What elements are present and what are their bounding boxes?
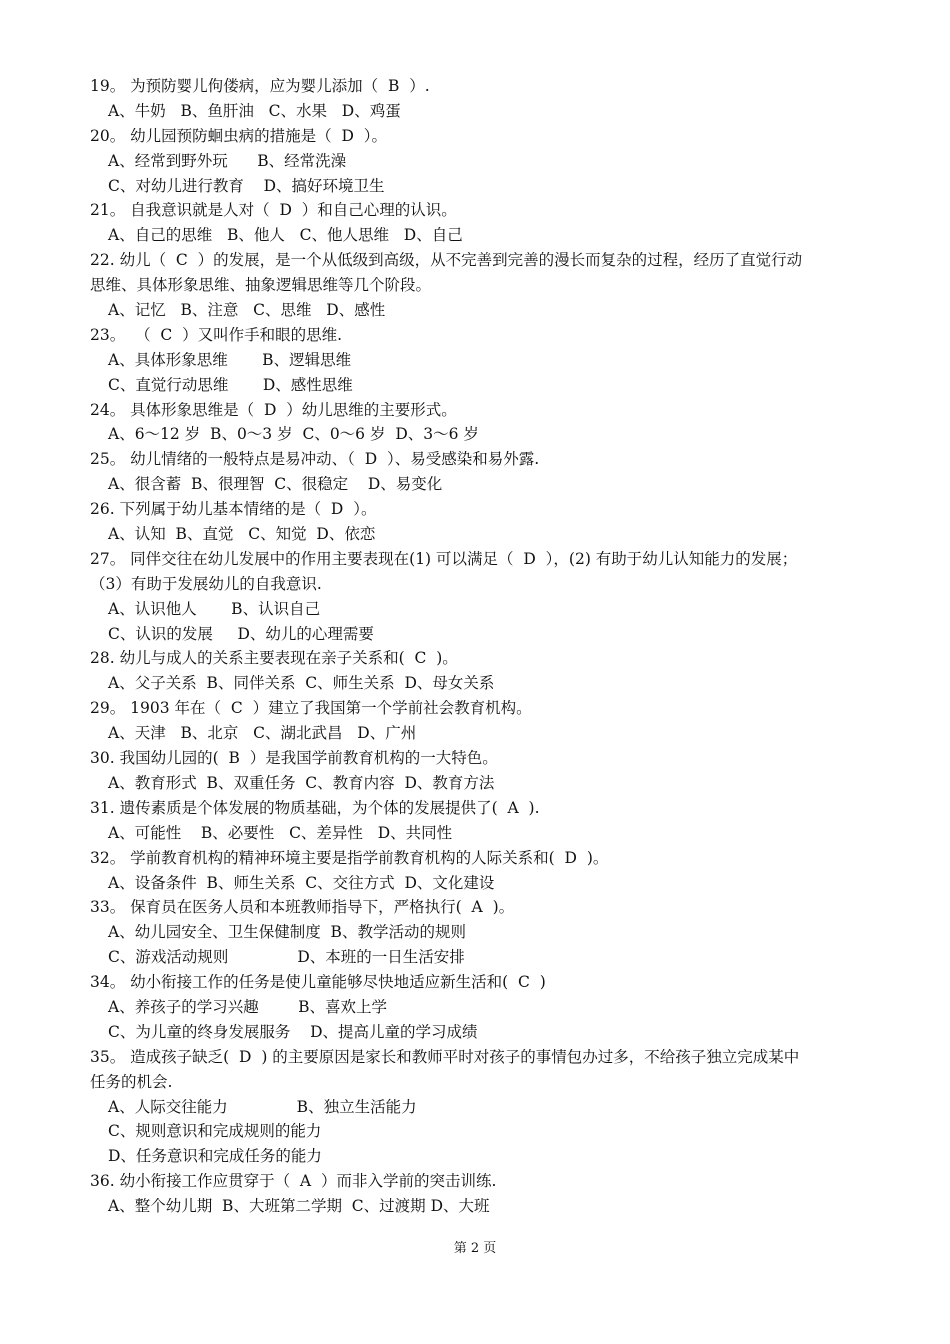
- answer-options-line: A、人际交往能力 B、独立生活能力: [108, 1097, 417, 1116]
- question-line: （3）有助于发展幼儿的自我意识.: [90, 574, 322, 593]
- answer-options-line: C、对幼儿进行教育 D、搞好环境卫生: [108, 176, 385, 195]
- answer-options-line: A、认识他人 B、认识自己: [108, 599, 321, 618]
- answer-options-line: C、认识的发展 D、幼儿的心理需要: [108, 624, 374, 643]
- question-line: 20。 幼儿园预防蛔虫病的措施是（ D ）。: [90, 126, 388, 145]
- question-line: 31. 遗传素质是个体发展的物质基础，为个体的发展提供了( A ).: [90, 798, 540, 817]
- answer-options-line: A、父子关系 B、同伴关系 C、师生关系 D、母女关系: [108, 674, 495, 693]
- question-line: 21。 自我意识就是人对（ D ）和自己心理的认识。: [90, 201, 457, 220]
- answer-options-line: A、很含蓄 B、很理智 C、很稳定 D、易变化: [108, 475, 443, 494]
- answer-options-line: C、为儿童的终身发展服务 D、提高儿童的学习成绩: [108, 1022, 478, 1041]
- page-number: 第 2 页: [453, 1241, 497, 1256]
- question-line: 36. 幼小衔接工作应贯穿于（ A ）而非入学前的突击训练.: [90, 1172, 497, 1191]
- answer-options-line: A、6～12 岁 B、0～3 岁 C、0～6 岁 D、3～6 岁: [108, 425, 479, 444]
- answer-options-line: A、认知 B、直觉 C、知觉 D、依恋: [108, 525, 376, 544]
- answer-options-line: D、任务意识和完成任务的能力: [108, 1147, 322, 1166]
- question-line: 33。 保育员在医务人员和本班教师指导下，严格执行( A )。: [90, 898, 515, 917]
- question-line: 25。 幼儿情绪的一般特点是易冲动、（ D ）、易受感染和易外露.: [90, 450, 540, 469]
- answer-options-line: A、自己的思维 B、他人 C、他人思维 D、自己: [108, 226, 463, 245]
- answer-options-line: A、设备条件 B、师生关系 C、交往方式 D、文化建设: [108, 873, 495, 892]
- answer-options-line: A、教育形式 B、双重任务 C、教育内容 D、教育方法: [108, 773, 495, 792]
- question-line: 23。 （ C ）又叫作手和眼的思维.: [90, 325, 343, 344]
- question-line: 任务的机会.: [90, 1072, 173, 1091]
- answer-options-line: A、天津 B、北京 C、湖北武昌 D、广州: [108, 724, 417, 743]
- question-line: 32。 学前教育机构的精神环境主要是指学前教育机构的人际关系和( D )。: [90, 848, 609, 867]
- question-line: 28. 幼儿与成人的关系主要表现在亲子关系和( C )。: [90, 649, 458, 668]
- question-line: 思维、具体形象思维、抽象逻辑思维等几个阶段。: [90, 276, 432, 295]
- question-line: 24。 具体形象思维是（ D ）幼儿思维的主要形式。: [90, 400, 457, 419]
- question-line: 22. 幼儿（ C ）的发展，是一个从低级到高级，从不完善到完善的漫长而复杂的过程，经历了直觉行动: [90, 251, 803, 270]
- question-line: 30. 我国幼儿园的( B ）是我国学前教育机构的一大特色。: [90, 749, 498, 768]
- document-body: [90, 74, 870, 1219]
- answer-options-line: A、整个幼儿期 B、大班第二学期 C、过渡期 D、大班: [108, 1197, 490, 1216]
- answer-options-line: A、经常到野外玩 B、经常洗澡: [108, 151, 347, 170]
- question-line: 19。 为预防婴儿佝偻病，应为婴儿添加（ B ）.: [90, 77, 430, 95]
- answer-options-line: A、牛奶 B、鱼肝油 C、水果 D、鸡蛋: [108, 101, 401, 120]
- question-line: 34。 幼小衔接工作的任务是使儿童能够尽快地适应新生活和( C ): [90, 973, 546, 992]
- question-line: 35。 造成孩子缺乏( D ) 的主要原因是家长和教师平时对孩子的事情包办过多，不给孩子独立完成某中: [90, 1047, 800, 1066]
- answer-options-line: C、规则意识和完成规则的能力: [108, 1122, 322, 1141]
- question-line: 27。 同伴交往在幼儿发展中的作用主要表现在(1) 可以满足（ D ），(2) 有助于幼儿认知能力的发展；: [90, 549, 798, 568]
- answer-options-line: C、游戏活动规则 D、本班的一日生活安排: [108, 948, 465, 967]
- answer-options-line: A、记忆 B、注意 C、思维 D、感性: [108, 301, 386, 320]
- answer-options-line: A、养孩子的学习兴趣 B、喜欢上学: [108, 997, 388, 1016]
- answer-options-line: C、直觉行动思维 D、感性思维: [108, 375, 353, 394]
- question-line: 29。 1903 年在（ C ）建立了我国第一个学前社会教育机构。: [90, 699, 532, 718]
- answer-options-line: A、可能性 B、必要性 C、差异性 D、共同性: [108, 823, 453, 842]
- answer-options-line: A、具体形象思维 B、逻辑思维: [108, 350, 352, 369]
- answer-options-line: A、幼儿园安全、卫生保健制度 B、教学活动的规则: [108, 923, 466, 942]
- question-line: 26. 下列属于幼儿基本情绪的是（ D ）。: [90, 500, 377, 519]
